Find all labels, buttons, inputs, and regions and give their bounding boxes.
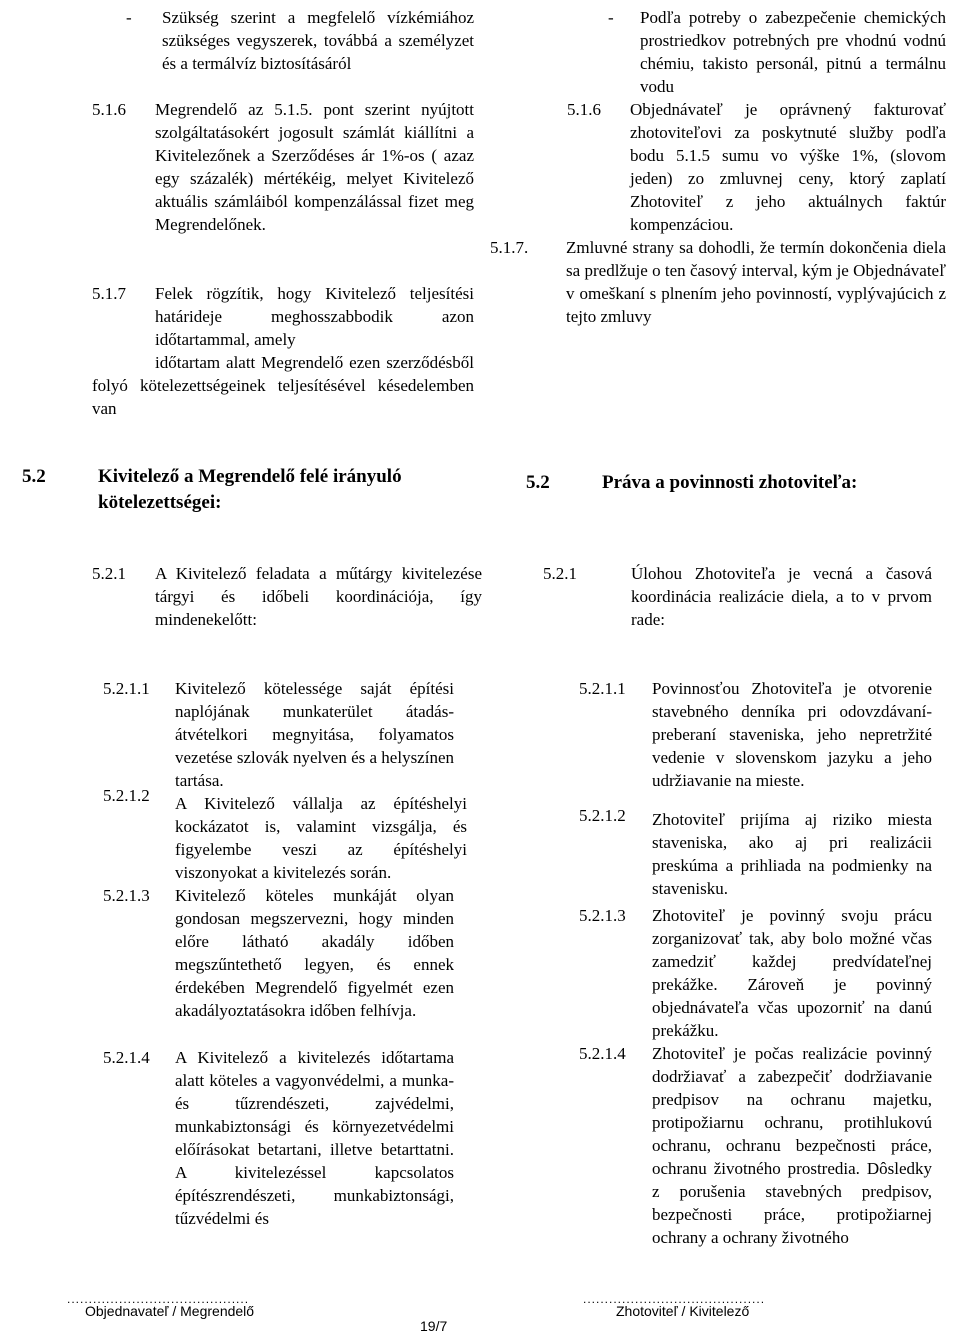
left-item-5-1-7-text: Felek rögzítik, hogy Kivitelező teljesítési határideje meghosszabbodik azon időtartammal, amely (155, 284, 474, 349)
left-subitem-number: 5.2.1.4 (103, 1048, 150, 1067)
section-number: 5.2 (526, 472, 550, 493)
right-bullet-text: Podľa potreby o zabezpečenie chemických prostriedkov potrebných pre vhodnú vodnú chémiu, takisto personál, pitnú a termálnu vodu (640, 8, 946, 96)
left-subitem-number: 5.2.1.2 (103, 786, 150, 805)
right-item-number: 5.1.6 (567, 100, 601, 119)
left-item-number: 5.1.7 (92, 284, 126, 303)
right-subitem-number: 5.2.1.1 (579, 679, 626, 698)
left-subitem-text: A Kivitelező a kivitelezés időtartama alatt köteles a vagyonvédelmi, a munka- és tűzrendészeti, zajvédelmi, munkabiztonsági és környezetvédelmi előírásokat betartani, illetve betarttatni. A kivitelezéssel kapcsolatos építészrendészeti, munkabiztonsági, tűzvédelmi és (175, 1048, 454, 1228)
left-subitem-text: A Kivitelező vállalja az építéshelyi kockázatot is, valamint vizsgálja, és figyelembe veszi az építéshelyi viszonyokat a kivitelezés során. (175, 794, 467, 882)
right-subitem-text: Zhotoviteľ je počas realizácie povinný dodržiavať a zabezpečiť dodržiavanie predpisov na ochranu majetku, protipožiarnu ochranu, protihlukovú ochranu, ochranu bezpečnosti práce, ochranu životného prostredia. Dôsledky z porušenia stavebných predpisov, bezpečnosti práce, protipožiarnej ochrany a ochrany životného (652, 1044, 932, 1247)
signature-label-right: Zhotoviteľ / Kivitelező (616, 1303, 750, 1319)
right-subitem-text: Zhotoviteľ prijíma aj riziko miesta staveniska, ako aj pri realizácii preskúma a prihliada na podmienky na stavenisku. (652, 810, 932, 898)
bullet-dash: - (126, 8, 132, 27)
right-item-5-2-1-text: Úlohou Zhotoviteľa je vecná a časová koordinácia realizácie diela, a to v prvom rade: (631, 564, 932, 629)
right-item-number: 5.2.1 (543, 564, 577, 583)
left-subitem-text: Kivitelező kötelessége saját építési naplójának munkaterület átadás-átvételkori megnyitása, folyamatos vezetése szlovák nyelven és a helyszínen tartása. (175, 679, 454, 790)
section-title: Kivitelező a Megrendelő felé irányuló kötelezettségei: (98, 466, 402, 513)
right-subitem-text: Zhotoviteľ je povinný svoju prácu zorganizovať tak, aby bolo možné včas zamedziť každej predvídateľnej prekážke. Zároveň je povinný objednávateľa včas upozorniť na danú prekážku. (652, 906, 932, 1040)
right-subitem-text: Povinnosťou Zhotoviteľa je otvorenie stavebného denníka pri odovzdávaní-preberaní staveniska, jeho nepretržité vedenie v slovenskom jazyku a jeho udržiavanie na mieste. (652, 679, 932, 790)
left-subitem-text: Kivitelező köteles munkáját olyan gondosan megszervezni, hogy minden előre látható akadály időben megszűntethető legyen, és ennek érdekében Megrendelő figyelmét ezen akadályoztatásokra időben felhívja. (175, 886, 454, 1020)
left-bullet-text: Szükség szerint a megfelelő vízkémiához szükséges vegyszerek, továbbá a személyzet és a termálvíz biztosításáról (162, 8, 474, 73)
page-number: 19/7 (420, 1318, 448, 1334)
right-item-number: 5.1.7. (490, 238, 529, 257)
left-subitem-number: 5.2.1.3 (103, 886, 150, 905)
left-item-5-2-1-text: A Kivitelező feladata a műtárgy kivitelezése tárgyi és időbeli koordinációja, így mindenekelőtt: (155, 564, 482, 629)
right-subitem-number: 5.2.1.3 (579, 906, 626, 925)
section-number: 5.2 (22, 466, 46, 487)
left-item-5-1-7-text-cont: időtartam alatt Megrendelő ezen szerződésből folyó kötelezettségeinek teljesítésével késedelemben van (92, 353, 474, 418)
section-title: Práva a povinnosti zhotoviteľa: (602, 472, 858, 493)
left-subitem-number: 5.2.1.1 (103, 679, 150, 698)
right-subitem-number: 5.2.1.2 (579, 806, 626, 825)
signature-label-left: Objednavateľ / Megrendelő (85, 1303, 255, 1319)
left-item-5-1-6-text: Megrendelő az 5.1.5. pont szerint nyújtott szolgáltatásokért jogosult számlát kiállítni a Kivitelezőnek a Szerződéses ár 1%-os ( azaz egy százalék) mértékéig, melyet Kivitelező aktuális számláiból kompenzálással fizet meg Megrendelőnek. (155, 100, 474, 234)
bullet-dash: - (608, 8, 614, 27)
right-item-5-1-6-text: Objednávateľ je oprávnený fakturovať zhotoviteľovi za poskytnuté služby podľa bodu 5.1.5 sumu vo výške 1%, (slovom jeden) zo zmluvnej ceny, ktorý zaplatí Zhotoviteľ z jeho aktuálnych faktúr kompenzáciou. (630, 100, 946, 234)
signature-line-right: .......................................... (583, 1292, 766, 1306)
left-item-number: 5.1.6 (92, 100, 126, 119)
left-item-number: 5.2.1 (92, 564, 126, 583)
right-subitem-number: 5.2.1.4 (579, 1044, 626, 1063)
signature-line-left: .......................................... (67, 1292, 250, 1306)
right-item-5-1-7-text: Zmluvné strany sa dohodli, že termín dokončenia diela sa predlžuje o ten časový interval, kým je Objednávateľ v omeškaní s plnením jeho povinností, vyplývajúcich z tejto zmluvy (566, 238, 946, 326)
